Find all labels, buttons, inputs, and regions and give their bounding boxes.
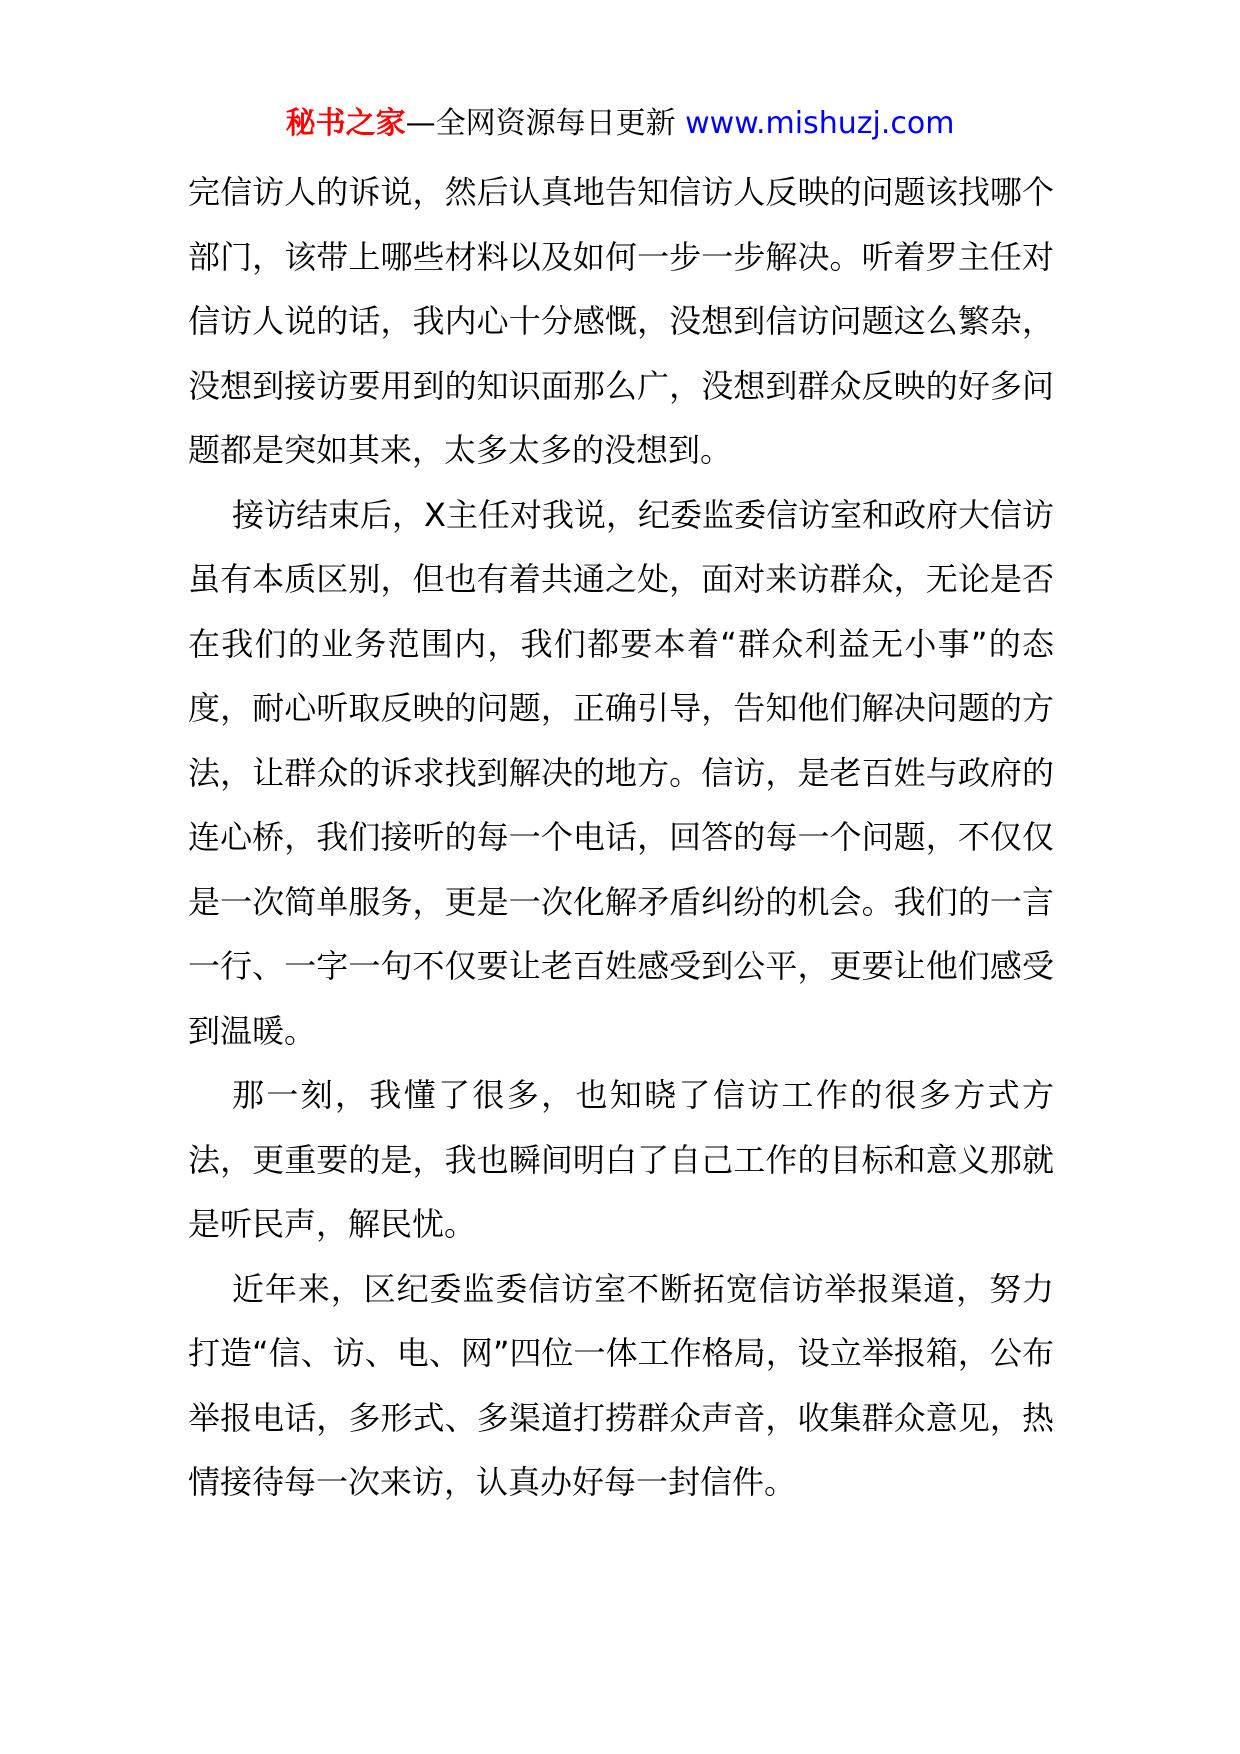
paragraph-1: 完信访人的诉说，然后认真地告知信访人反映的问题该找哪个部门，该带上哪些材料以及如何一步一步解决。听着罗主任对信访人说的话，我内心十分感慨，没想到信访问题这么繁杂，没想到接访要用到的知识面那么广，没想到群众反映的好多问题都是突如其来，太多太多的没想到。 bbox=[188, 173, 1054, 469]
paragraph-3: 那一刻，我懂了很多，也知晓了信访工作的很多方式方法，更重要的是，我也瞬间明白了自己工作的目标和意义那就是听民声，解民忧。 bbox=[188, 1076, 1054, 1243]
site-url-link[interactable]: www.mishuzj.com bbox=[685, 106, 955, 141]
site-header bbox=[0, 104, 1240, 144]
site-tagline: —全网资源每日更新 bbox=[405, 106, 686, 141]
site-brand: 秘书之家 bbox=[285, 106, 406, 141]
paragraph-2: 接访结束后，X主任对我说，纪委监委信访室和政府大信访虽有本质区别，但也有着共通之处，面对来访群众，无论是否在我们的业务范围内，我们都要本着“群众利益无小事”的态度，耐心听取反映的问题，正确引导，告知他们解决问题的方法，让群众的诉求找到解决的地方。信访，是老百姓与政府的连心桥，我们接听的每一个电话，回答的每一个问题，不仅仅是一次简单服务，更是一次化解矛盾纠纷的机会。我们的一言一行、一字一句不仅要让老百姓感受到公平，更要让他们感受到温暖。 bbox=[188, 495, 1054, 1050]
paragraph-4: 近年来，区纪委监委信访室不断拓宽信访举报渠道，努力打造“信、访、电、网”四位一体工作格局，设立举报箱，公布举报电话，多形式、多渠道打捞群众声音，收集群众意见，热情接待每一次来访，认真办好每一封信件。 bbox=[188, 1269, 1054, 1501]
document-body bbox=[188, 160, 1054, 1515]
